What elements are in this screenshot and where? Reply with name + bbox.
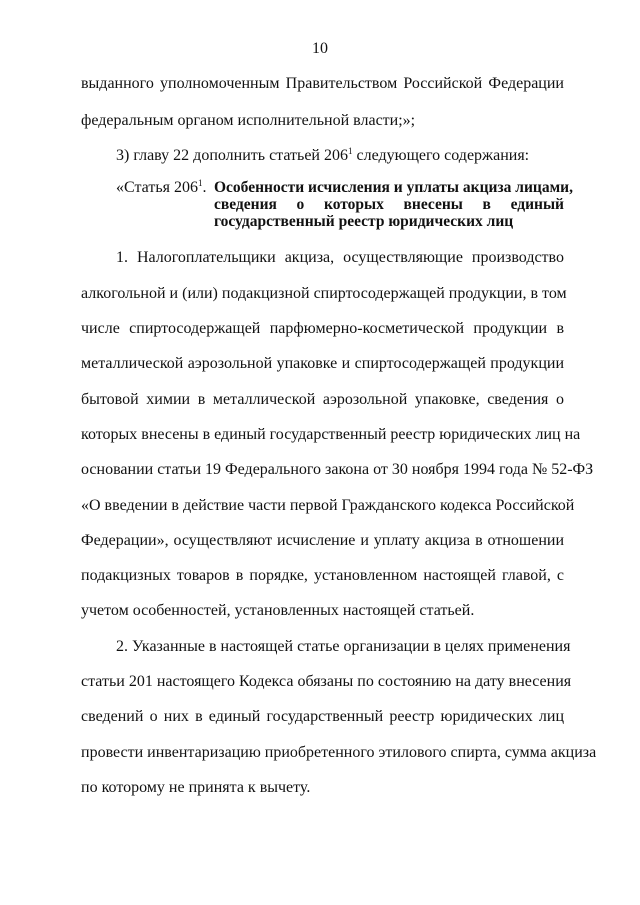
paragraph-2-line: сведений о них в единый государственный реестр юридических лиц — [81, 708, 564, 725]
article-title-line: сведения о которых внесены в единый — [214, 196, 564, 213]
intro-line: выданного уполномоченным Правительством Российской Федерации — [81, 75, 564, 92]
page-number: 10 — [312, 40, 328, 57]
amendment-text-after: следующего содержания: — [352, 147, 530, 164]
paragraph-1-line: «О введении в действие части первой Гражданского кодекса Российской — [81, 497, 575, 514]
paragraph-1-line: бытовой химии в металлической аэрозольной упаковке, сведения о — [81, 391, 564, 408]
amendment-line — [116, 146, 564, 166]
paragraph-1-line: основании статьи 19 Федерального закона от 30 ноября 1994 года № 52-ФЗ — [81, 461, 594, 478]
paragraph-1-line: подакцизных товаров в порядке, установленном настоящей главой, с — [81, 567, 564, 584]
article-label — [116, 178, 206, 198]
paragraph-1-line: числе спиртосодержащей парфюмерно-косметической продукции в — [81, 320, 564, 337]
paragraph-1-line: алкогольной и (или) подакцизной спиртосодержащей продукции, в том — [81, 285, 567, 302]
article-title-line: Особенности исчисления и уплаты акциза лицами, — [214, 179, 573, 196]
paragraph-2-line: по которому не принята к вычету. — [81, 779, 311, 796]
paragraph-1-line: 1. Налогоплательщики акциза, осуществляющие производство — [116, 249, 564, 266]
paragraph-1-line: Федерации», осуществляют исчисление и уплату акциза в отношении — [81, 532, 564, 549]
article-label-text: «Статья 206 — [116, 179, 198, 196]
paragraph-2-line: провести инвентаризацию приобретенного этилового спирта, сумма акциза — [81, 744, 597, 761]
paragraph-1-line: металлической аэрозольной упаковке и спиртосодержащей продукции — [81, 355, 564, 372]
amendment-superscript: 1 — [348, 146, 353, 156]
paragraph-2-line: 2. Указанные в настоящей статье организации в целях применения — [116, 638, 571, 655]
intro-line: федеральным органом исполнительной власти;»; — [81, 112, 416, 129]
article-label-dot: . — [202, 179, 207, 196]
paragraph-1-line: которых внесены в единый государственный реестр юридических лиц на — [81, 426, 581, 443]
article-title-line: государственный реестр юридических лиц — [214, 213, 514, 230]
paragraph-1-line: учетом особенностей, установленных настоящей статьей. — [81, 602, 475, 619]
article-label-superscript: 1 — [197, 178, 203, 188]
amendment-text: 3) главу 22 дополнить статьей 206 — [116, 147, 348, 164]
paragraph-2-line: статьи 201 настоящего Кодекса обязаны по состоянию на дату внесения — [81, 673, 572, 690]
